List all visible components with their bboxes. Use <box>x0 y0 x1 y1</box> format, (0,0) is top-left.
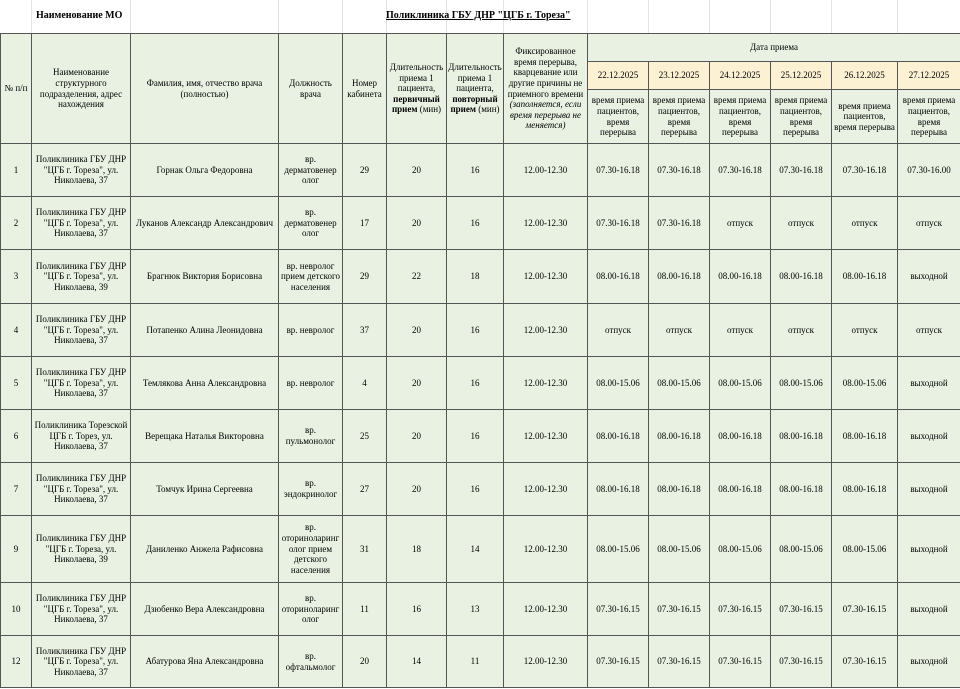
cell-dept[interactable]: Поликлиника ГБУ ДНР "ЦГБ г. Тореза", ул. Николаева, 37 <box>32 304 131 357</box>
cell-day-3[interactable]: 07.30-16.15 <box>710 583 771 636</box>
cell-day-3[interactable]: 08.00-15.06 <box>710 357 771 410</box>
cell-day-6[interactable]: выходной <box>898 583 960 636</box>
cell-day-4[interactable]: отпуск <box>771 197 832 250</box>
cell-position[interactable]: вр. невролог <box>279 357 343 410</box>
cell-position[interactable]: вр. невролог <box>279 304 343 357</box>
cell-primary[interactable]: 20 <box>387 357 447 410</box>
cell-day-2[interactable]: 08.00-15.06 <box>649 357 710 410</box>
table-row <box>1 463 960 516</box>
cell-day-3[interactable]: 08.00-16.18 <box>710 463 771 516</box>
cell-position[interactable]: вр. дерматовенер олог <box>279 144 343 197</box>
header-time-sub-3[interactable]: время приема пациентов, время перерыва <box>710 90 771 144</box>
cell-day-4[interactable]: 08.00-16.18 <box>771 463 832 516</box>
cell-break[interactable]: 12.00-12.30 <box>504 463 588 516</box>
header-primary-a: Длительность приема 1 пациента, <box>389 61 444 94</box>
cell-primary[interactable]: 18 <box>387 516 447 583</box>
header-repeat[interactable] <box>447 34 504 144</box>
cell-day-2[interactable]: 08.00-15.06 <box>649 516 710 583</box>
header-cabinet[interactable]: Номер кабинета <box>343 34 387 144</box>
cell-primary[interactable]: 16 <box>387 583 447 636</box>
header-time-sub-6[interactable]: время приема пациентов, время перерыва <box>898 90 960 144</box>
cell-day-2[interactable]: 07.30-16.15 <box>649 583 710 636</box>
cell-repeat[interactable]: 16 <box>447 197 504 250</box>
cell-position[interactable]: вр. пульмонолог <box>279 410 343 463</box>
cell-day-5[interactable]: 07.30-16.15 <box>832 636 898 688</box>
cell-primary[interactable]: 22 <box>387 250 447 304</box>
cell-day-1[interactable]: отпуск <box>588 304 649 357</box>
table-row <box>1 357 960 410</box>
cell-repeat[interactable]: 18 <box>447 250 504 304</box>
cell-repeat[interactable]: 14 <box>447 516 504 583</box>
table-row <box>1 516 960 583</box>
cell-position[interactable]: вр. офтальмолог <box>279 636 343 688</box>
cell-num[interactable]: 7 <box>1 463 32 516</box>
table-row <box>1 144 960 197</box>
header-date-2[interactable]: 23.12.2025 <box>649 62 710 90</box>
cell-cabinet[interactable]: 20 <box>343 636 387 688</box>
cell-num[interactable]: 4 <box>1 304 32 357</box>
header-time-sub-1[interactable]: время приема пациентов, время перерыва <box>588 90 649 144</box>
cell-day-6[interactable]: 07.30-16.00 <box>898 144 960 197</box>
cell-break[interactable]: 12.00-12.30 <box>504 250 588 304</box>
cell-doctor[interactable]: Горнак Ольга Федоровна <box>131 144 279 197</box>
cell-day-4[interactable]: 08.00-15.06 <box>771 516 832 583</box>
cell-doctor[interactable]: Верещака Наталья Викторовна <box>131 410 279 463</box>
cell-doctor[interactable]: Луканов Александр Александрович <box>131 197 279 250</box>
cell-day-1[interactable]: 08.00-15.06 <box>588 516 649 583</box>
cell-break[interactable]: 12.00-12.30 <box>504 516 588 583</box>
header-date-5[interactable]: 26.12.2025 <box>832 62 898 90</box>
cell-break[interactable]: 12.00-12.30 <box>504 304 588 357</box>
cell-cabinet[interactable]: 29 <box>343 144 387 197</box>
cell-dept[interactable]: Поликлиника ГБУ ДНР "ЦГБ г. Тореза", ул. Николаева, 37 <box>32 463 131 516</box>
cell-day-6[interactable]: выходной <box>898 357 960 410</box>
header-break-b: (заполняется, если время перерыва не меняется) <box>509 99 582 131</box>
header-dates-title[interactable]: Дата приема <box>588 34 960 62</box>
cell-dept[interactable]: Поликлиника ГБУ ДНР "ЦГБ г. Тореза", ул. Николаева, 37 <box>32 197 131 250</box>
header-primary-c: (мин) <box>419 104 442 115</box>
cell-repeat[interactable]: 16 <box>447 144 504 197</box>
cell-cabinet[interactable]: 37 <box>343 304 387 357</box>
cell-primary[interactable]: 20 <box>387 144 447 197</box>
cell-cabinet[interactable]: 31 <box>343 516 387 583</box>
cell-day-1[interactable]: 07.30-16.15 <box>588 636 649 688</box>
cell-day-6[interactable]: выходной <box>898 636 960 688</box>
cell-day-1[interactable]: 08.00-16.18 <box>588 463 649 516</box>
header-dept[interactable]: Наименование структурного подразделения, адрес нахождения <box>32 34 131 144</box>
header-date-6[interactable]: 27.12.2025 <box>898 62 960 90</box>
cell-cabinet[interactable]: 11 <box>343 583 387 636</box>
header-repeat-a: Длительность приема 1 пациента, <box>448 61 502 94</box>
cell-primary[interactable]: 14 <box>387 636 447 688</box>
mo-label[interactable]: Наименование МО <box>36 10 123 21</box>
cell-day-2[interactable]: 07.30-16.18 <box>649 197 710 250</box>
table-row <box>1 583 960 636</box>
cell-day-4[interactable]: 07.30-16.15 <box>771 583 832 636</box>
cell-repeat[interactable]: 16 <box>447 304 504 357</box>
clinic-title[interactable]: Поликлиника ГБУ ДНР "ЦГБ г. Тореза" <box>386 10 571 21</box>
cell-day-6[interactable]: отпуск <box>898 304 960 357</box>
header-primary-b: первичный прием <box>391 93 440 115</box>
cell-break[interactable]: 12.00-12.30 <box>504 636 588 688</box>
cell-num[interactable]: 3 <box>1 250 32 304</box>
cell-primary[interactable]: 20 <box>387 463 447 516</box>
cell-repeat[interactable]: 11 <box>447 636 504 688</box>
cell-position[interactable]: вр. невролог прием детского населения <box>279 250 343 304</box>
cell-doctor[interactable]: Брагнюк Виктория Борисовна <box>131 250 279 304</box>
cell-day-5[interactable]: 08.00-15.06 <box>832 516 898 583</box>
cell-primary[interactable]: 20 <box>387 197 447 250</box>
cell-repeat[interactable]: 16 <box>447 357 504 410</box>
cell-day-3[interactable]: 08.00-15.06 <box>710 516 771 583</box>
cell-primary[interactable]: 20 <box>387 304 447 357</box>
cell-day-5[interactable]: 08.00-15.06 <box>832 357 898 410</box>
cell-day-1[interactable]: 08.00-16.18 <box>588 410 649 463</box>
cell-num[interactable]: 2 <box>1 197 32 250</box>
header-repeat-b: повторный прием <box>450 93 498 115</box>
cell-cabinet[interactable]: 25 <box>343 410 387 463</box>
cell-day-6[interactable]: выходной <box>898 463 960 516</box>
cell-day-4[interactable]: отпуск <box>771 304 832 357</box>
cell-num[interactable]: 6 <box>1 410 32 463</box>
cell-day-4[interactable]: 07.30-16.15 <box>771 636 832 688</box>
cell-repeat[interactable]: 16 <box>447 410 504 463</box>
cell-dept[interactable]: Поликлиника ГБУ ДНР "ЦГБ г. Тореза, ул. Николаева, 39 <box>32 516 131 583</box>
cell-day-5[interactable]: 08.00-16.18 <box>832 463 898 516</box>
schedule-table <box>0 33 960 688</box>
cell-position[interactable]: вр. дерматовенер олог <box>279 197 343 250</box>
header-time-sub-4[interactable]: время приема пациентов, время перерыва <box>771 90 832 144</box>
cell-dept[interactable]: Поликлиника ГБУ ДНР "ЦГБ г. Тореза", ул. Николаева, 37 <box>32 583 131 636</box>
cell-day-2[interactable]: 07.30-16.18 <box>649 144 710 197</box>
cell-dept[interactable]: Поликлиника ГБУ ДНР "ЦГБ г. Тореза", ул. Николаева, 37 <box>32 636 131 688</box>
cell-num[interactable]: 12 <box>1 636 32 688</box>
cell-day-5[interactable]: отпуск <box>832 197 898 250</box>
header-position[interactable]: Должность врача <box>279 34 343 144</box>
header-doctor[interactable]: Фамилия, имя, отчество врача (полностью) <box>131 34 279 144</box>
cell-break[interactable]: 12.00-12.30 <box>504 144 588 197</box>
cell-day-1[interactable]: 07.30-16.15 <box>588 583 649 636</box>
cell-day-5[interactable]: 07.30-16.18 <box>832 144 898 197</box>
cell-num[interactable]: 1 <box>1 144 32 197</box>
cell-doctor[interactable]: Потапенко Алина Леонидовна <box>131 304 279 357</box>
cell-day-5[interactable]: 07.30-16.15 <box>832 583 898 636</box>
cell-doctor[interactable]: Томчук Ирина Сергеевна <box>131 463 279 516</box>
cell-day-1[interactable]: 07.30-16.18 <box>588 197 649 250</box>
header-num[interactable]: № п/п <box>1 34 32 144</box>
cell-day-3[interactable]: 08.00-16.18 <box>710 410 771 463</box>
header-break-a: Фиксированное время перерыва, кварцевание или другие причины не приемного времени <box>507 46 584 99</box>
cell-day-2[interactable]: 08.00-16.18 <box>649 463 710 516</box>
cell-day-3[interactable]: отпуск <box>710 197 771 250</box>
cell-doctor[interactable]: Дзюбенко Вера Александровна <box>131 583 279 636</box>
table-row <box>1 636 960 688</box>
cell-cabinet[interactable]: 29 <box>343 250 387 304</box>
cell-break[interactable]: 12.00-12.30 <box>504 197 588 250</box>
cell-day-6[interactable]: выходной <box>898 516 960 583</box>
cell-break[interactable]: 12.00-12.30 <box>504 583 588 636</box>
cell-day-6[interactable]: отпуск <box>898 197 960 250</box>
cell-day-4[interactable]: 08.00-16.18 <box>771 250 832 304</box>
cell-position[interactable]: вр. эндокринолог <box>279 463 343 516</box>
cell-day-2[interactable]: 08.00-16.18 <box>649 410 710 463</box>
cell-day-3[interactable]: отпуск <box>710 304 771 357</box>
cell-doctor[interactable]: Даниленко Анжела Рафисовна <box>131 516 279 583</box>
cell-day-4[interactable]: 08.00-15.06 <box>771 357 832 410</box>
cell-day-6[interactable]: выходной <box>898 250 960 304</box>
cell-num[interactable]: 5 <box>1 357 32 410</box>
cell-day-5[interactable]: 08.00-16.18 <box>832 250 898 304</box>
table-row <box>1 197 960 250</box>
header-date-4[interactable]: 25.12.2025 <box>771 62 832 90</box>
cell-day-5[interactable]: 08.00-16.18 <box>832 410 898 463</box>
cell-day-3[interactable]: 07.30-16.18 <box>710 144 771 197</box>
header-date-1[interactable]: 22.12.2025 <box>588 62 649 90</box>
table-row <box>1 304 960 357</box>
cell-day-3[interactable]: 07.30-16.15 <box>710 636 771 688</box>
cell-repeat[interactable]: 16 <box>447 463 504 516</box>
cell-day-1[interactable]: 08.00-15.06 <box>588 357 649 410</box>
cell-repeat[interactable]: 13 <box>447 583 504 636</box>
table-row <box>1 250 960 304</box>
cell-dept[interactable]: Поликлиника ГБУ ДНР "ЦГБ г. Тореза", ул. Николаева, 39 <box>32 250 131 304</box>
cell-day-1[interactable]: 07.30-16.18 <box>588 144 649 197</box>
cell-num[interactable]: 10 <box>1 583 32 636</box>
cell-cabinet[interactable]: 27 <box>343 463 387 516</box>
cell-break[interactable]: 12.00-12.30 <box>504 357 588 410</box>
header-time-sub-2[interactable]: время приема пациентов, время перерыва <box>649 90 710 144</box>
header-primary[interactable] <box>387 34 447 144</box>
table-row <box>1 410 960 463</box>
top-header-row <box>0 0 960 34</box>
cell-dept[interactable]: Поликлиника ГБУ ДНР "ЦГБ г. Тореза", ул. Николаева, 37 <box>32 357 131 410</box>
cell-day-2[interactable]: отпуск <box>649 304 710 357</box>
header-date-3[interactable]: 24.12.2025 <box>710 62 771 90</box>
cell-dept[interactable]: Поликлиника Торезской ЦГБ г. Торез, ул. Николаева, 37 <box>32 410 131 463</box>
header-break[interactable] <box>504 34 588 144</box>
cell-num[interactable]: 9 <box>1 516 32 583</box>
header-time-sub-5[interactable]: время приема пациентов, время перерыва <box>832 90 898 144</box>
cell-doctor[interactable]: Абатурова Яна Александровна <box>131 636 279 688</box>
cell-cabinet[interactable]: 17 <box>343 197 387 250</box>
header-repeat-c: (мин) <box>478 104 500 115</box>
cell-dept[interactable]: Поликлиника ГБУ ДНР "ЦГБ г. Тореза", ул. Николаева, 37 <box>32 144 131 197</box>
cell-position[interactable]: вр. оториноларинг олог прием детского населения <box>279 516 343 583</box>
cell-day-4[interactable]: 08.00-16.18 <box>771 410 832 463</box>
cell-day-4[interactable]: 07.30-16.18 <box>771 144 832 197</box>
cell-day-2[interactable]: 07.30-16.15 <box>649 636 710 688</box>
cell-cabinet[interactable]: 4 <box>343 357 387 410</box>
cell-primary[interactable]: 20 <box>387 410 447 463</box>
cell-position[interactable]: вр. оториноларинг олог <box>279 583 343 636</box>
cell-day-5[interactable]: отпуск <box>832 304 898 357</box>
cell-day-6[interactable]: выходной <box>898 410 960 463</box>
cell-doctor[interactable]: Темлякова Анна Александровна <box>131 357 279 410</box>
cell-day-1[interactable]: 08.00-16.18 <box>588 250 649 304</box>
cell-day-2[interactable]: 08.00-16.18 <box>649 250 710 304</box>
cell-day-3[interactable]: 08.00-16.18 <box>710 250 771 304</box>
cell-break[interactable]: 12.00-12.30 <box>504 410 588 463</box>
